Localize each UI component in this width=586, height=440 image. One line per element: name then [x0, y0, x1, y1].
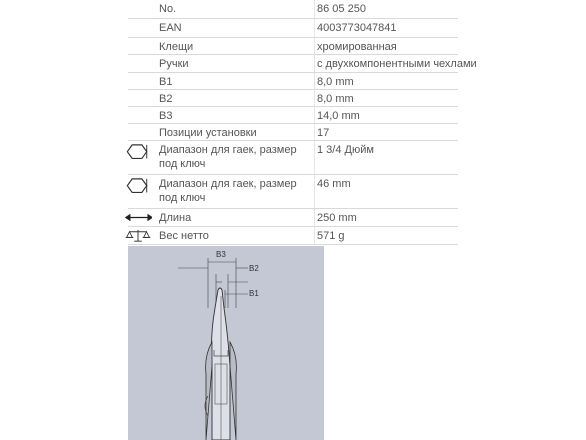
spec-value: 86 05 250 [317, 3, 366, 15]
column-separator [314, 209, 315, 226]
spec-value: 250 mm [317, 212, 357, 224]
column-separator [314, 55, 315, 72]
spec-value: 571 g [317, 230, 345, 242]
spec-value: 8,0 mm [317, 93, 354, 105]
spec-label: Ручки [159, 58, 189, 70]
spec-value: 14,0 mm [317, 110, 360, 122]
dimension-label-b1: B1 [249, 289, 259, 298]
column-separator [314, 107, 315, 123]
spec-value: 1 3/4 Дюйм [317, 144, 374, 156]
pliers-dimension-drawing [128, 246, 324, 440]
spec-label: EAN [159, 22, 182, 34]
spec-label: Длина [159, 212, 192, 224]
spec-label: Диапазон для гаек, размер под ключ [159, 178, 297, 204]
dimension-label-b3: B3 [216, 250, 226, 259]
spec-value: хромированная [317, 41, 397, 53]
column-separator [314, 227, 315, 244]
spec-label: Позиции установки [159, 127, 257, 139]
spec-row-positions [128, 124, 458, 141]
spec-label: Вес нетто [159, 230, 209, 242]
spec-row-nut-range-inch [128, 141, 458, 175]
spec-value: 17 [317, 127, 330, 139]
spec-label: Клещи [159, 41, 194, 53]
spec-label: Диапазон для гаек, размер под ключ [159, 144, 297, 170]
pliers-jaws [205, 288, 236, 440]
column-separator [314, 73, 315, 89]
column-separator [314, 90, 315, 106]
spec-value: 46 mm [317, 178, 351, 190]
spec-label: B2 [159, 93, 173, 105]
dimension-lines [178, 258, 248, 308]
spec-row-number [128, 0, 458, 19]
spec-value: 4003773047841 [317, 22, 397, 34]
spec-row-b2 [128, 90, 458, 107]
column-separator [314, 124, 315, 140]
spec-row-handles [128, 55, 477, 73]
spec-label: No. [159, 3, 177, 15]
spec-row-b1 [128, 73, 458, 90]
spec-value: с двухкомпонентными чехлами [317, 58, 477, 70]
spec-label: B1 [159, 76, 173, 88]
spec-row-jaws [128, 38, 458, 55]
hex-nut-icon [124, 141, 152, 174]
spec-row-length [128, 209, 458, 227]
length-arrow-icon [124, 209, 152, 226]
spec-row-nut-range-mm [128, 175, 458, 209]
column-separator [314, 38, 315, 54]
column-separator [314, 175, 315, 208]
spec-row-ean [128, 19, 458, 38]
spec-row-b3 [128, 107, 458, 124]
spec-label: B3 [159, 110, 173, 122]
spec-row-weight [128, 227, 458, 245]
hex-nut-icon [124, 175, 152, 208]
column-separator [314, 19, 315, 37]
specification-table [128, 0, 477, 245]
scale-weight-icon [124, 227, 152, 244]
spec-value: 8,0 mm [317, 76, 354, 88]
column-separator [314, 0, 315, 18]
dimension-label-b2: B2 [249, 264, 259, 273]
column-separator [314, 141, 315, 174]
